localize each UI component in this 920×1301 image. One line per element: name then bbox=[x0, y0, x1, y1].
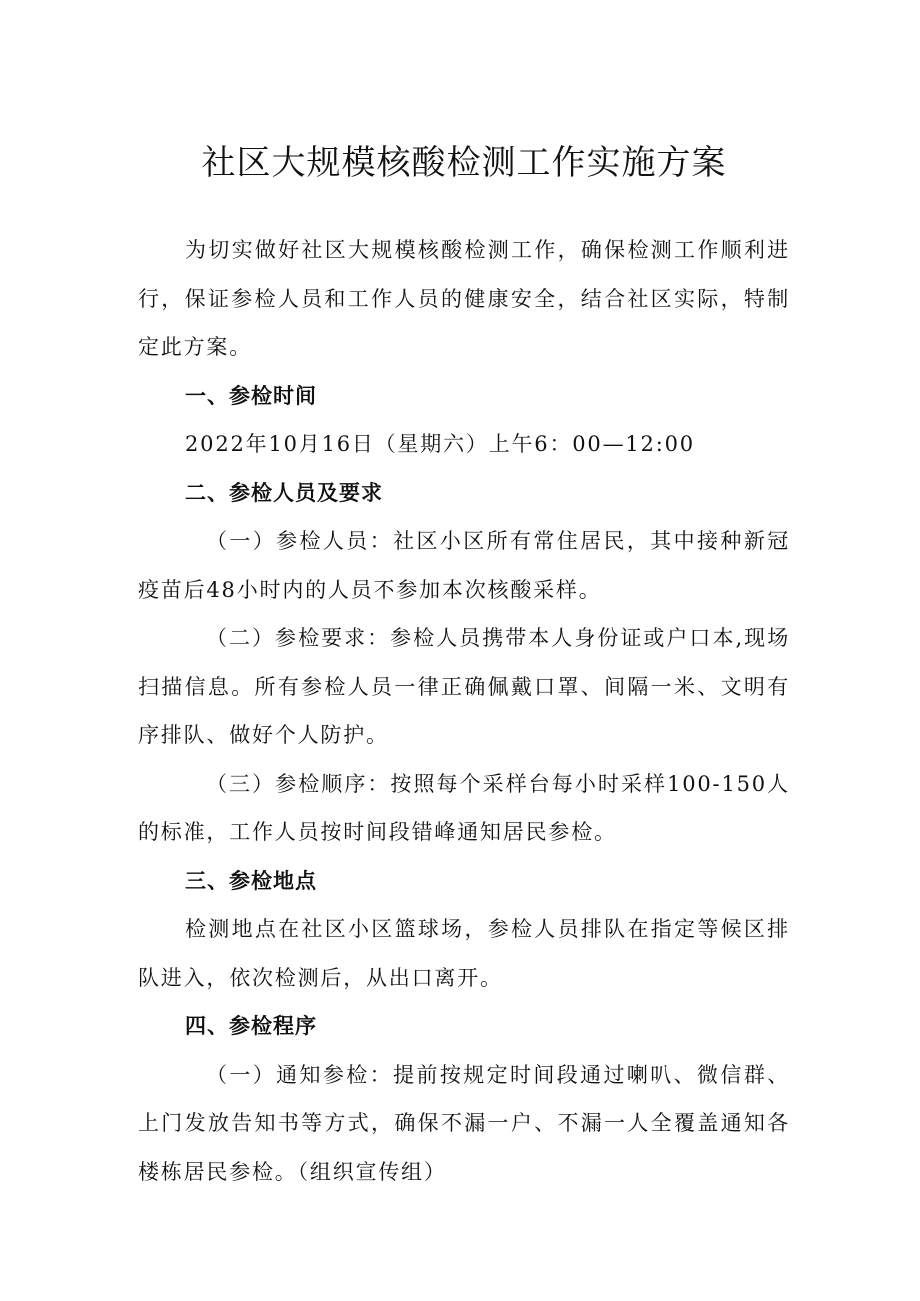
notification-paragraph: （一）通知参检：提前按规定时间段通过喇叭、微信群、上门发放告知书等方式，确保不漏一户、不漏一人全覆盖通知各楼栋居民参检。（组织宣传组） bbox=[138, 1062, 790, 1184]
section-heading-time: 一、参检时间 bbox=[185, 383, 317, 408]
location-paragraph: 检测地点在社区小区篮球场，参检人员排队在指定等候区排队进入，依次检测后，从出口离开。 bbox=[138, 917, 790, 990]
page-title: 社区大规模核酸检测工作实施方案 bbox=[201, 143, 727, 183]
document-body bbox=[138, 226, 790, 1196]
section-heading-procedure: 四、参检程序 bbox=[185, 1014, 317, 1038]
time-paragraph: 2022年10月16日（星期六）上午6：00—12:00 bbox=[185, 432, 695, 456]
requirements-paragraph: （二）参检要求：参检人员携带本人身份证或户口本,现场扫描信息。所有参检人员一律正确佩戴口罩、间隔一米、文明有序排队、做好个人防护。 bbox=[138, 626, 790, 747]
section-heading-location: 三、参检地点 bbox=[185, 868, 317, 893]
section-heading-participants: 二、参检人员及要求 bbox=[185, 480, 383, 505]
participants-paragraph: （一）参检人员：社区小区所有常住居民，其中接种新冠疫苗后48小时内的人员不参加本次核酸采样。 bbox=[138, 529, 790, 602]
intro-paragraph: 为切实做好社区大规模核酸检测工作，确保检测工作顺利进行，保证参检人员和工作人员的健康安全，结合社区实际，特制定此方案。 bbox=[138, 238, 790, 359]
order-paragraph: （三）参检顺序：按照每个采样台每小时采样100-150人的标准，工作人员按时间段错峰通知居民参检。 bbox=[138, 771, 790, 844]
document-page bbox=[138, 0, 790, 1196]
